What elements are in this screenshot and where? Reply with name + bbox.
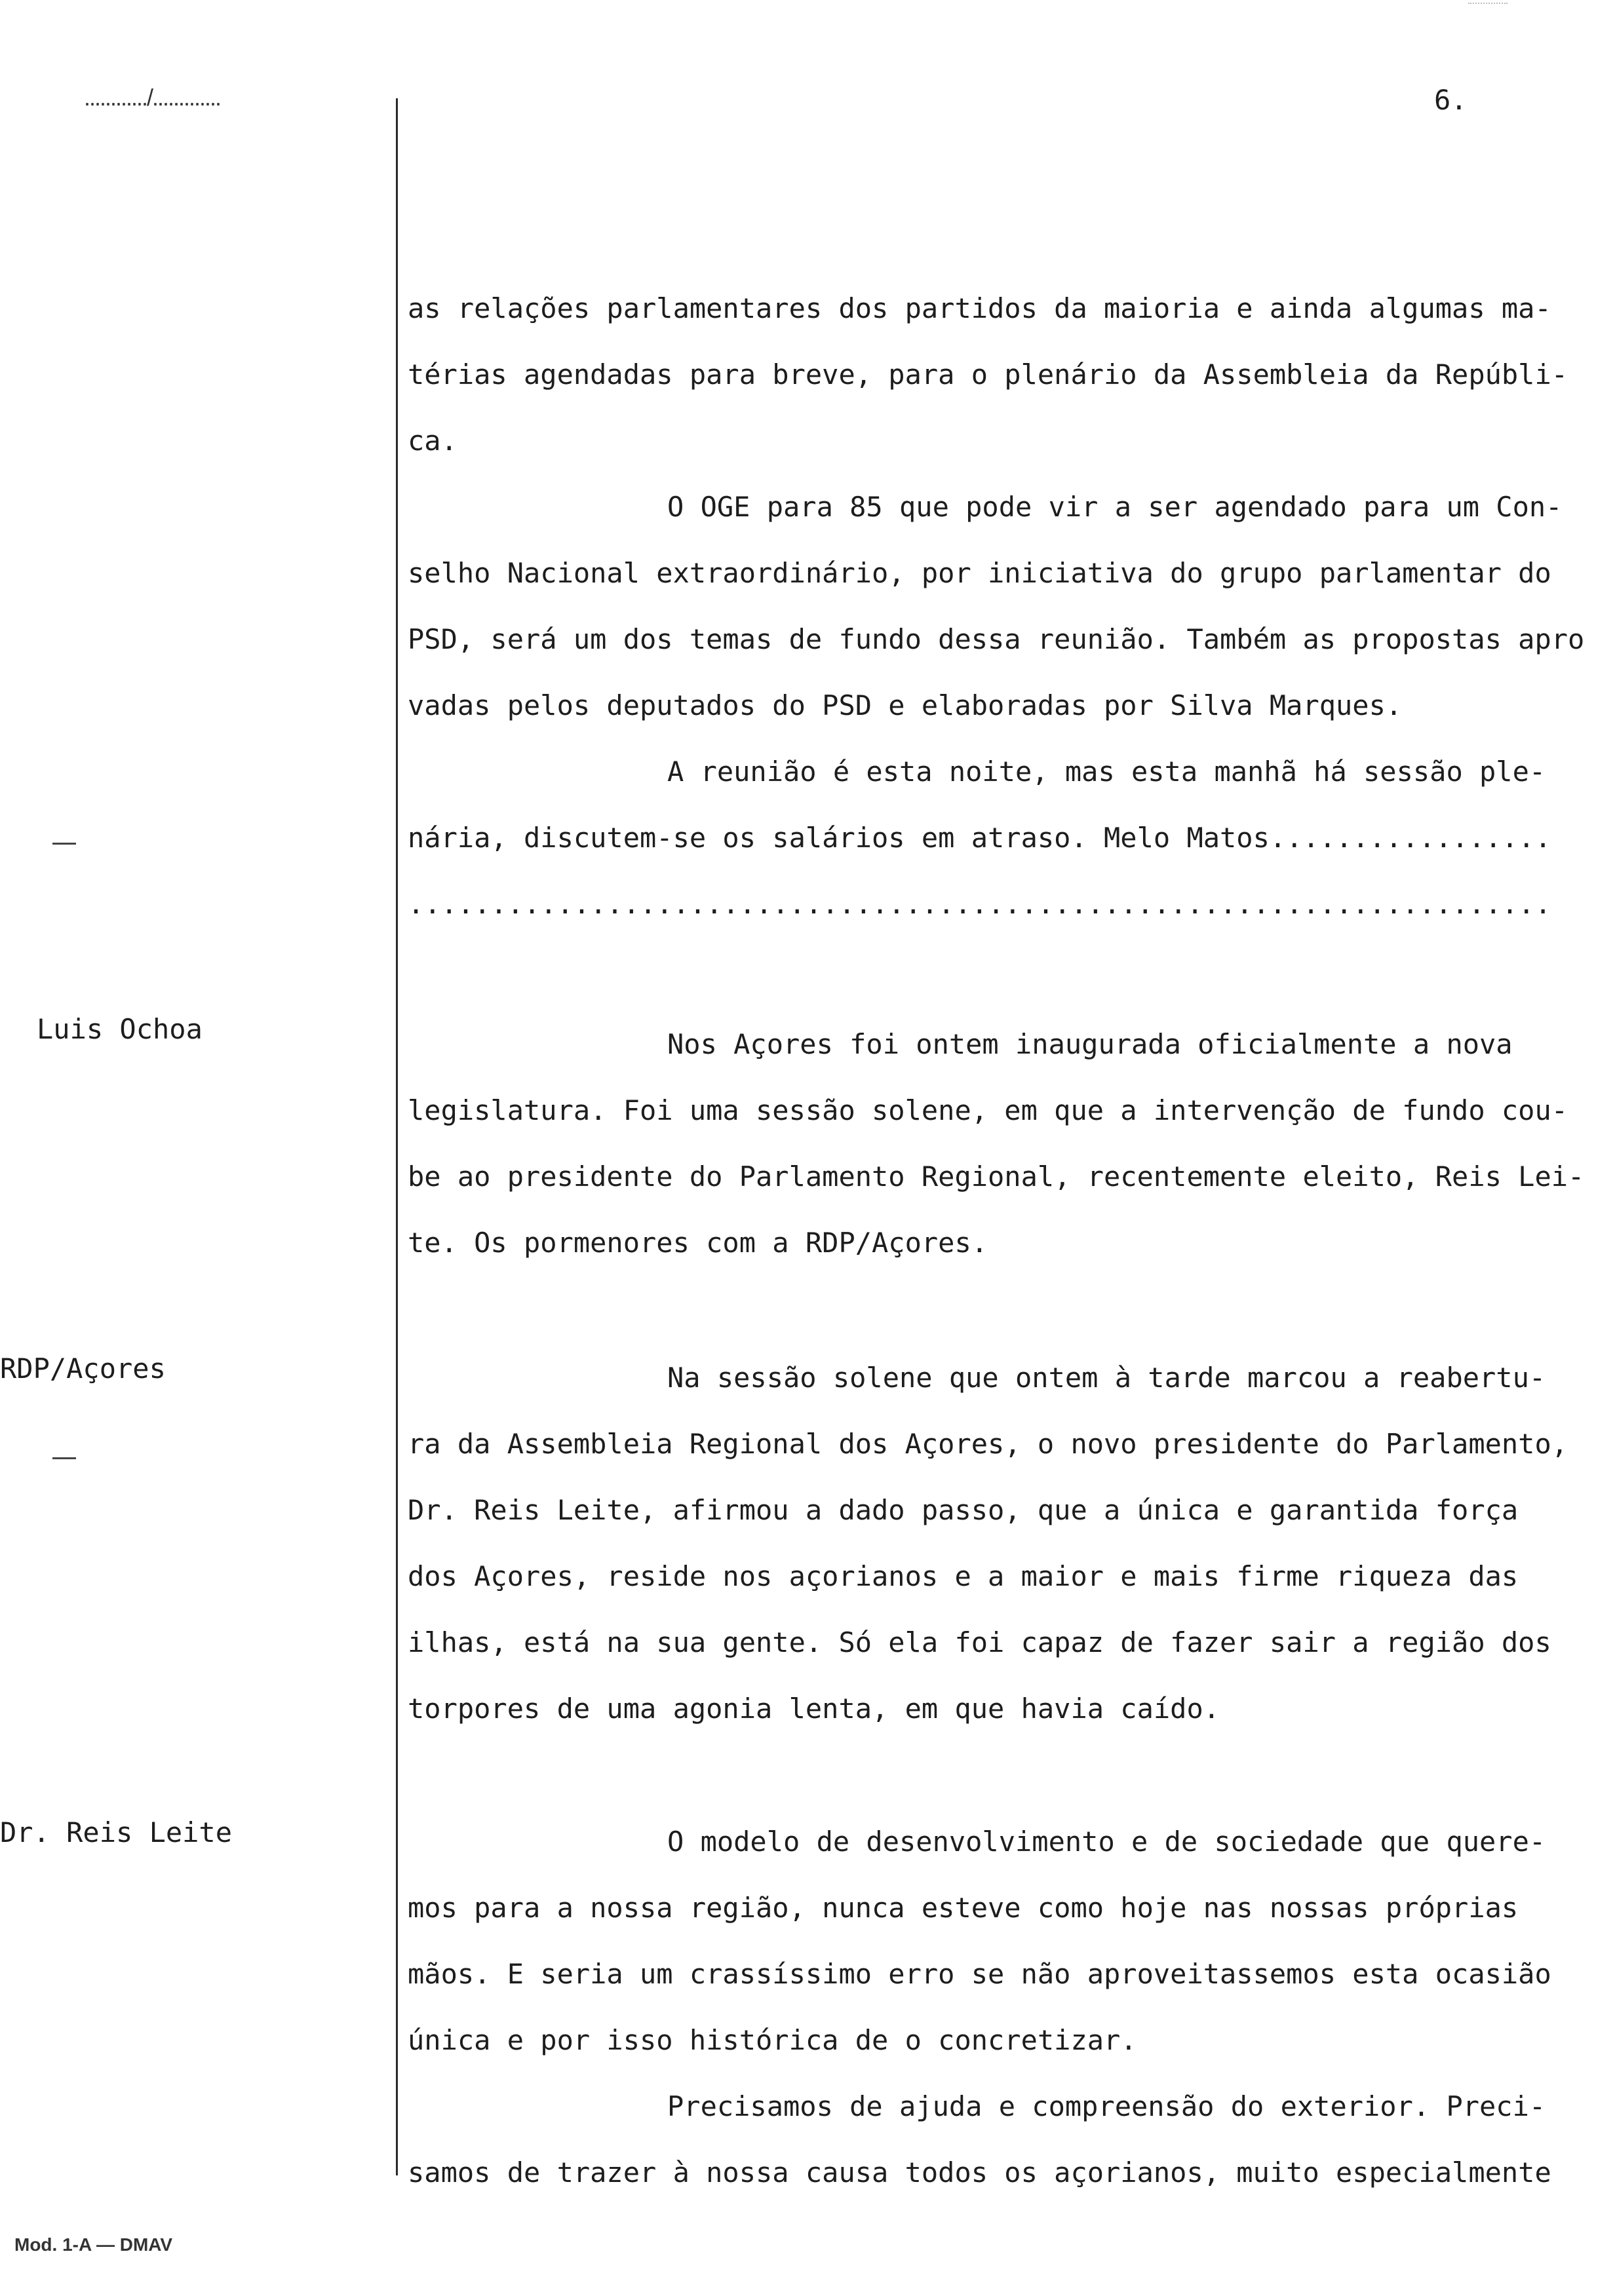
paragraph-reuniao xyxy=(408,738,1581,937)
text-line: O modelo de desenvolvimento e de sociedade que quere- xyxy=(667,1826,1546,1858)
margin-dash xyxy=(52,843,76,845)
text-line: O OGE para 85 que pode vir a ser agendado para um Con- xyxy=(667,491,1563,523)
text-line: samos de trazer à nossa causa todos os açorianos, muito especialmente xyxy=(408,2156,1551,2189)
text-line: Nos Açores foi ontem inaugurada oficialmente a nova xyxy=(667,1028,1513,1060)
text-line: ra da Assembleia Regional dos Açores, o novo presidente do Parlamento, xyxy=(408,1428,1568,1460)
paragraph-acores xyxy=(408,1011,1585,1276)
text-line: PSD, será um dos temas de fundo dessa reunião. Também as propostas apro xyxy=(408,623,1585,655)
text-line: te. Os pormenores com a RDP/Açores. xyxy=(408,1227,988,1259)
text-line: mãos. E seria um crassíssimo erro se não aproveitassemos esta ocasião xyxy=(408,1958,1551,1990)
page-number: 6. xyxy=(1434,84,1468,116)
speaker-rdp-acores: RDP/Açores xyxy=(0,1352,166,1385)
text-line: nária, discutem-se os salários em atraso. Melo Matos................. xyxy=(408,822,1551,854)
form-code: Mod. 1-A — DMAV xyxy=(14,2234,173,2255)
paragraph-modelo xyxy=(408,1808,1581,2073)
corner-mark xyxy=(1468,3,1508,5)
text-line: torpores de uma agonia lenta, em que havia caído. xyxy=(408,1693,1220,1725)
text-line: Precisamos de ajuda e compreensão do exterior. Preci- xyxy=(667,2090,1546,2122)
margin-dash xyxy=(52,1457,76,1459)
speaker-luis-ochoa: Luis Ochoa xyxy=(37,1013,203,1045)
dotted-line: ..................................................................... xyxy=(408,888,1551,920)
text-line: be ao presidente do Parlamento Regional, recentemente eleito, Reis Lei- xyxy=(408,1160,1585,1193)
paragraph-oge xyxy=(408,474,1585,738)
text-line: ca. xyxy=(408,425,457,457)
text-line: ilhas, está na sua gente. Só ela foi capaz de fazer sair a região dos xyxy=(408,1626,1551,1658)
paragraph-sessao-solene xyxy=(408,1345,1581,1742)
text-line: térias agendadas para breve, para o plenário da Assembleia da Repúbli- xyxy=(408,358,1568,391)
column-divider xyxy=(396,98,398,2175)
text-line: Na sessão solene que ontem à tarde marcou a reabertu- xyxy=(667,1362,1546,1394)
continuation-mark: ............/............. xyxy=(84,84,221,111)
text-line: dos Açores, reside nos açorianos e a maior e mais firme riqueza das xyxy=(408,1560,1519,1592)
text-line: mos para a nossa região, nunca esteve como hoje nas nossas próprias xyxy=(408,1892,1519,1924)
text-line: vadas pelos deputados do PSD e elaboradas por Silva Marques. xyxy=(408,689,1403,721)
paragraph-relacoes xyxy=(408,275,1581,474)
text-line: Dr. Reis Leite, afirmou a dado passo, que a única e garantida força xyxy=(408,1494,1519,1526)
text-line: legislatura. Foi uma sessão solene, em que a intervenção de fundo cou- xyxy=(408,1094,1568,1126)
text-line: selho Nacional extraordinário, por iniciativa do grupo parlamentar do xyxy=(408,557,1551,589)
text-line: única e por isso histórica de o concretizar. xyxy=(408,2024,1137,2056)
paragraph-ajuda xyxy=(408,2073,1581,2206)
text-line: A reunião é esta noite, mas esta manhã há sessão ple- xyxy=(667,756,1546,788)
speaker-reis-leite: Dr. Reis Leite xyxy=(0,1816,233,1848)
text-line: as relações parlamentares dos partidos da maioria e ainda algumas ma- xyxy=(408,292,1551,324)
